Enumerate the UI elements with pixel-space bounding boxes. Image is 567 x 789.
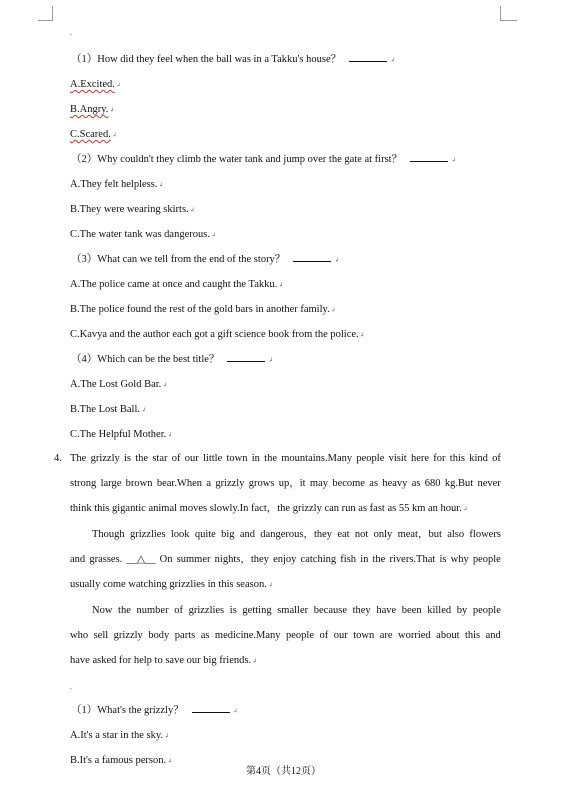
word: On: [159, 554, 173, 565]
word: may: [309, 478, 328, 489]
passage4-question-1-option-a: A.It's a star in the sky.↲: [70, 730, 170, 741]
word: 680: [424, 478, 441, 489]
word: not: [354, 529, 369, 540]
question-2-option-c: C.The water tank was dangerous.↲: [70, 229, 216, 240]
word: of: [171, 453, 181, 464]
word: eat: [337, 529, 350, 540]
word: is: [123, 453, 131, 464]
word: is: [229, 605, 237, 616]
word: grizzly: [90, 453, 120, 464]
word: the: [118, 605, 131, 616]
word: our: [184, 453, 199, 464]
question-4-option-c: C.The Helpful Mother.↲: [70, 429, 173, 440]
passage-para3-line1: [92, 604, 501, 618]
word: they: [352, 605, 371, 616]
word: as: [411, 478, 421, 489]
word: town: [353, 630, 375, 641]
word: rivers.That: [389, 554, 436, 565]
word: is: [439, 554, 447, 565]
word: in: [251, 453, 260, 464]
word: about: [436, 630, 460, 641]
word: up，it: [278, 478, 306, 489]
word: people: [472, 605, 501, 616]
passage-para2-line3: usually come watching grizzlies in this season.↲: [70, 579, 273, 590]
word: big: [221, 529, 235, 540]
word: by: [456, 605, 468, 616]
word: star: [152, 453, 168, 464]
blank-line-mark: .: [70, 683, 72, 691]
word: our: [333, 630, 348, 641]
word: in: [360, 554, 369, 565]
word: because: [313, 605, 347, 616]
word: visit: [388, 453, 407, 464]
word: grizzlies: [188, 605, 225, 616]
word: number: [136, 605, 169, 616]
word: people: [472, 554, 501, 565]
word: parts: [174, 630, 196, 641]
word: large: [100, 478, 122, 489]
word: grows: [248, 478, 275, 489]
passage4-question-1-option-b: B.It's a famous person.↲: [70, 755, 173, 766]
word: of: [174, 605, 183, 616]
word: and: [70, 554, 86, 565]
word: bear.When: [156, 478, 203, 489]
passage-para3-line3: have asked for help to save our big friends.↲: [70, 655, 258, 666]
crop-mark-top-left: [38, 6, 53, 21]
word: this: [464, 630, 481, 641]
question-3-stem: （3）What can we tell from the end of the story？ ↲: [71, 254, 340, 265]
question-2-option-a: A.They felt helpless.↲: [70, 179, 164, 190]
word: grasses.: [89, 554, 123, 565]
question-1-option-a: A.Excited.↲: [70, 79, 121, 90]
word: little: [203, 453, 223, 464]
word: why: [450, 554, 469, 565]
question-3-option-a: A.The police came at once and caught the Takku.↲: [70, 279, 284, 290]
question-1-stem: （1）How did they feel when the ball was in a Takku's house？ ↲: [71, 54, 396, 65]
passage-para2-line1: [92, 528, 501, 542]
word: the: [372, 554, 386, 565]
passage-para1-line2: [70, 477, 501, 491]
page-footer: 第4页（共12页）: [246, 766, 321, 777]
word: town: [226, 453, 248, 464]
word: people: [356, 453, 385, 464]
word: sell: [93, 630, 109, 641]
passage-para1-line1: [70, 452, 501, 466]
word: killed: [427, 605, 452, 616]
word: the: [135, 453, 149, 464]
word: flowers: [469, 529, 501, 540]
passage-para1-line3: think this gigantic animal moves slowly.In fact，the grizzly can run as fast as 55 km an hour.↲: [70, 503, 468, 514]
word: of: [319, 630, 329, 641]
word: summer: [176, 554, 211, 565]
word: mountains.Many: [281, 453, 353, 464]
word: of: [492, 453, 501, 464]
word: who: [70, 630, 89, 641]
word: body: [148, 630, 170, 641]
word: kg.But: [444, 478, 474, 489]
word: grizzly: [113, 630, 143, 641]
word: for: [433, 453, 446, 464]
word: have: [376, 605, 397, 616]
question-4-option-a: A.The Lost Gold Bar.↲: [70, 379, 168, 390]
word: people: [286, 630, 315, 641]
word: become: [332, 478, 365, 489]
passage4-question-1-stem: （1）What's the grizzly？ ↲: [71, 705, 238, 716]
word: medicine.Many: [214, 630, 281, 641]
question-2-option-b: B.They were wearing skirts.↲: [70, 204, 195, 215]
question-3-option-c: C.Kavya and the author each got a gift science book from the police.↲: [70, 329, 365, 340]
word: enjoy: [273, 554, 297, 565]
question-4-option-b: B.The Lost Ball.↲: [70, 404, 147, 415]
passage-number: 4.: [54, 453, 62, 464]
crop-mark-top-right: [500, 6, 517, 21]
question-3-option-b: B.The police found the rest of the gold bars in another family.↲: [70, 304, 336, 315]
word: as: [200, 630, 210, 641]
word: quite: [194, 529, 216, 540]
word: are: [379, 630, 393, 641]
passage-para2-line2: [70, 553, 501, 567]
stray-mark-top: .: [70, 29, 72, 37]
word: __△__: [126, 554, 156, 565]
word: dangerous，they: [260, 529, 333, 540]
word: Now: [92, 605, 113, 616]
word: look: [170, 529, 190, 540]
word: never: [477, 478, 501, 489]
word: and: [485, 630, 501, 641]
word: grizzly: [215, 478, 245, 489]
word: The: [70, 453, 87, 464]
word: this: [449, 453, 465, 464]
word: only: [373, 529, 393, 540]
word: the: [264, 453, 277, 464]
word: Though: [92, 529, 125, 540]
word: grizzlies: [129, 529, 166, 540]
question-2-stem: （2）Why couldn't they climb the water tank and jump over the gate at first？ ↲: [71, 154, 457, 165]
word: smaller: [277, 605, 309, 616]
word: brown: [125, 478, 153, 489]
word: getting: [242, 605, 272, 616]
word: catching: [300, 554, 337, 565]
word: kind: [469, 453, 488, 464]
word: strong: [70, 478, 97, 489]
word: as: [369, 478, 379, 489]
word: nights，they: [214, 554, 269, 565]
word: meat，but: [397, 529, 442, 540]
word: been: [401, 605, 422, 616]
word: also: [447, 529, 465, 540]
word: here: [410, 453, 430, 464]
word: worried: [398, 630, 431, 641]
word: heavy: [382, 478, 408, 489]
question-1-option-b: B.Angry.↲: [70, 104, 115, 115]
question-4-stem: （4）Which can be the best title？ ↲: [71, 354, 274, 365]
word: fish: [340, 554, 357, 565]
question-1-option-c: C.Scared.↲: [70, 129, 117, 140]
word: a: [206, 478, 211, 489]
passage-para3-line2: [70, 629, 501, 643]
word: and: [239, 529, 255, 540]
